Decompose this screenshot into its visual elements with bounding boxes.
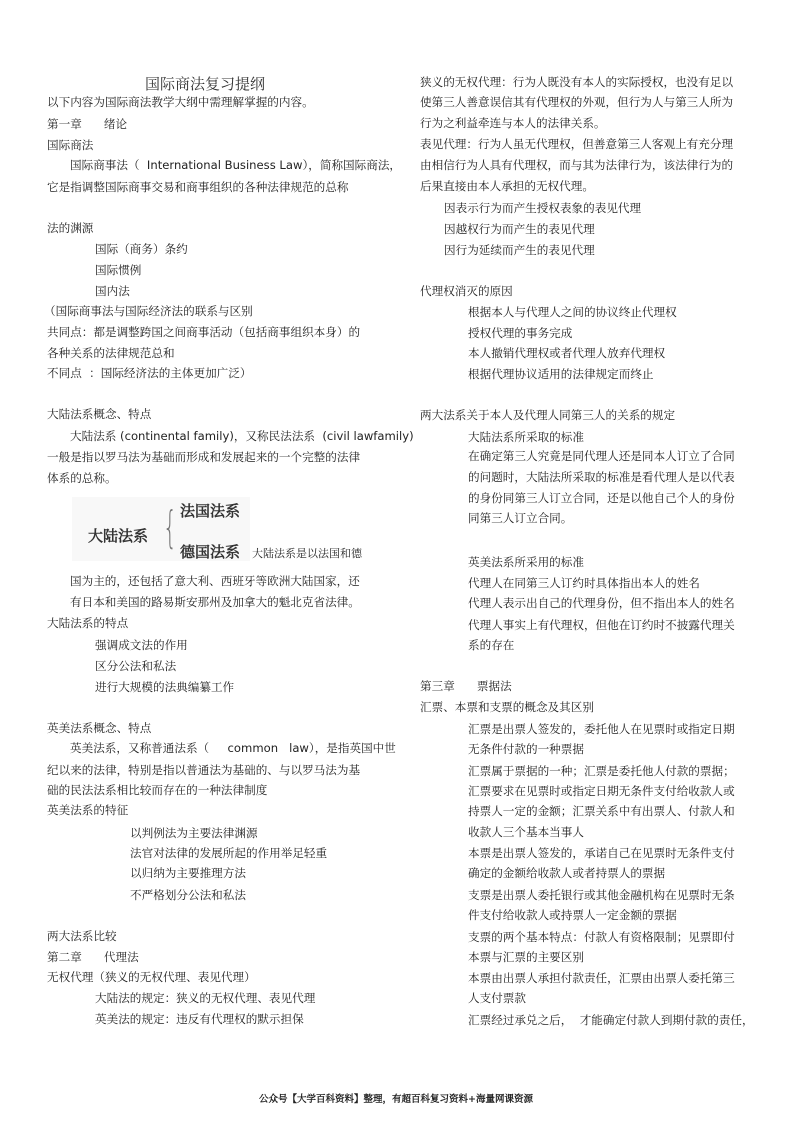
left-column-line: 国际惯例 [95, 263, 142, 277]
right-column-line: 代理人在同第三人订约时具体指出本人的姓名 [468, 576, 700, 590]
right-column-line: 件支付给收款人或持票人一定金额的票据 [468, 908, 677, 922]
left-column-line: 第一章 绪论 [47, 117, 128, 131]
left-column-line: 两大法系比较 [47, 929, 117, 943]
left-column-line: 进行大规模的法典编纂工作 [95, 680, 235, 694]
civil-law-diagram [72, 497, 250, 561]
diagram-trailing-text: 大陆法系是以法国和德 [252, 547, 362, 560]
left-column-line: 共同点：都是调整跨国之间商事活动（包括商事组织本身）的 [47, 325, 361, 339]
left-column-line: 区分公法和私法 [95, 659, 177, 673]
left-column-line: 各种关系的法律规范总和 [47, 346, 175, 360]
right-column-line: 根据代理协议适用的法律规定而终止 [468, 367, 654, 381]
right-column-line: 汇票经过承兑之后， 才能确定付款人到期付款的责任， [468, 1013, 754, 1027]
right-column-line: 因行为延续而产生的表见代理 [444, 243, 595, 257]
left-column-line: 体系的总称。 [47, 471, 117, 485]
left-column-line: 纪以来的法律，特别是指以普通法为基础的、与以罗马法为基 [47, 763, 361, 777]
right-column-line: 支票的两个基本特点：付款人有资格限制；见票即付 [468, 930, 735, 944]
diagram-branch-germany: 德国法系 [180, 543, 241, 561]
document-title: 国际商法复习提纲 [145, 75, 266, 93]
left-column-line: 无权代理（狭义的无权代理、表见代理） [47, 970, 256, 984]
left-column-line: 以下内容为国际商法教学大纲中需理解掌握的内容。 [47, 95, 314, 109]
right-column-line: 支票是出票人委托银行或其他金融机构在见票时无条 [468, 888, 735, 902]
left-column-line: 英美法系概念、特点 [47, 721, 152, 735]
right-column-line: 同第三人订立合同。 [468, 511, 573, 525]
left-column-line: 国际（商务）条约 [95, 242, 188, 256]
right-column-line: 代理权消灭的原因 [420, 284, 513, 298]
right-column-line: 在确定第三人究竟是同代理人还是同本人订立了合同 [468, 449, 735, 463]
right-column-line: 汇票、本票和支票的概念及其区别 [420, 700, 594, 714]
left-column-line: 法官对法律的发展所起的作用举足轻重 [130, 846, 328, 860]
left-column-line: 大陆法的规定：狭义的无权代理、表见代理 [95, 991, 316, 1005]
left-column-line: 它是指调整国际商事交易和商事组织的各种法律规范的总称 [47, 180, 349, 194]
left-column-line: 以判例法为主要法律渊源 [130, 826, 258, 840]
right-column-line: 无条件付款的一种票据 [468, 742, 584, 756]
right-column-line: 的问题时，大陆法所采取的标准是看代理人是以代表 [468, 470, 735, 484]
brace-icon: { [163, 502, 177, 553]
right-column-line: 行为之利益牵连与本人的法律关系。 [420, 116, 606, 130]
left-column-line: 有日本和美国的路易斯安那州及加拿大的魁北克省法律。 [70, 595, 360, 609]
left-column-line: 一般是指以罗马法为基础而形成和发展起来的一个完整的法律 [47, 450, 361, 464]
right-column-line: 本票由出票人承担付款责任，汇票由出票人委托第三 [468, 971, 735, 985]
left-column-line: 以归纳为主要推理方法 [130, 866, 246, 880]
right-column-line: 授权代理的事务完成 [468, 326, 573, 340]
left-column-line: 础的民法法系相比较而存在的一种法律制度 [47, 783, 268, 797]
footer-note: 公众号【大学百科资料】整理，有超百科复习资料+海量网课资源 [259, 1094, 533, 1105]
left-column-line: 英美法系，又称普通法系（ common law），是指英国中世 [70, 741, 396, 755]
left-column-line: 大陆法系 (continental family)，又称民法法系 (civil lawfamily) [70, 429, 414, 443]
left-column-line: 国际商法 [47, 138, 94, 152]
left-column-line: （国际商事法与国际经济法的联系与区别 [44, 304, 253, 318]
right-column-line: 使第三人善意误信其有代理权的外观，但行为人与第三人所为 [420, 95, 734, 109]
right-column-line: 表见代理：行为人虽无代理权，但善意第三人客观上有充分理 [420, 137, 734, 151]
left-column-line: 国际商事法（ International Business Law），简称国际商法， [70, 158, 402, 172]
right-column-line: 英美法系所采用的标准 [468, 555, 584, 569]
right-column-line: 本票是出票人签发的，承诺自己在见票时无条件支付 [468, 846, 735, 860]
right-column-line: 两大法系关于本人及代理人同第三人的关系的规定 [420, 408, 676, 422]
left-column-line: 英美法系的特征 [47, 803, 129, 817]
right-column-line: 第三章 票据法 [420, 679, 512, 693]
left-column-line: 英美法的规定：违反有代理权的默示担保 [95, 1012, 304, 1026]
right-column-line: 系的存在 [468, 638, 515, 652]
right-column-line: 持票人一定的金额；汇票关系中有出票人、付款人和 [468, 804, 735, 818]
left-column-line: 不严格划分公法和私法 [130, 888, 246, 902]
right-column-line: 因越权行为而产生的表见代理 [444, 222, 595, 236]
right-column-line: 狭义的无权代理：行为人既没有本人的实际授权，也没有足以 [420, 75, 734, 89]
right-column-line: 本人撤销代理权或者代理人放弃代理权 [468, 346, 666, 360]
left-column-line: 国内法 [95, 284, 130, 298]
left-column-line: 大陆法系的特点 [47, 616, 129, 630]
right-column-line: 收款人三个基本当事人 [468, 825, 584, 839]
right-column-line: 汇票是出票人签发的，委托他人在见票时或指定日期 [468, 722, 735, 736]
right-column-line: 确定的金额给收款人或者持票人的票据 [468, 866, 666, 880]
left-column-line: 第二章 代理法 [47, 950, 139, 964]
right-column-line: 人支付票款 [468, 991, 526, 1005]
right-column-line: 大陆法系所采取的标准 [468, 430, 584, 444]
right-column-line: 代理人表示出自己的代理身份，但不指出本人的姓名 [468, 596, 735, 610]
right-column-line: 代理人事实上有代理权，但他在订约时不披露代理关 [468, 618, 735, 632]
left-column-line: 国为主的，还包括了意大利、西班牙等欧洲大陆国家，还 [70, 574, 360, 588]
right-column-line: 由相信行为人具有代理权，而与其为法律行为，该法律行为的 [420, 158, 734, 172]
right-column-line: 后果直接由本人承担的无权代理。 [420, 179, 594, 193]
left-column-line: 大陆法系概念、特点 [47, 407, 152, 421]
diagram-root: 大陆法系 [88, 527, 149, 545]
left-column-line: 不同点 ：国际经济法的主体更加广泛） [47, 366, 252, 380]
left-column-line: 强调成文法的作用 [95, 638, 188, 652]
right-column-line: 汇票属于票据的一种；汇票是委托他人付款的票据； [468, 764, 735, 778]
right-column-line: 因表示行为而产生授权表象的表见代理 [444, 201, 642, 215]
right-column-line: 本票与汇票的主要区别 [468, 950, 584, 964]
right-column-line: 的身份同第三人订立合同，还是以他自己个人的身份 [468, 491, 735, 505]
right-column-line: 根据本人与代理人之间的协议终止代理权 [468, 305, 677, 319]
left-column-line: 法的渊源 [47, 221, 94, 235]
right-column-line: 汇票要求在见票时或指定日期无条件支付给收款人或 [468, 784, 735, 798]
diagram-branch-france: 法国法系 [180, 502, 241, 520]
